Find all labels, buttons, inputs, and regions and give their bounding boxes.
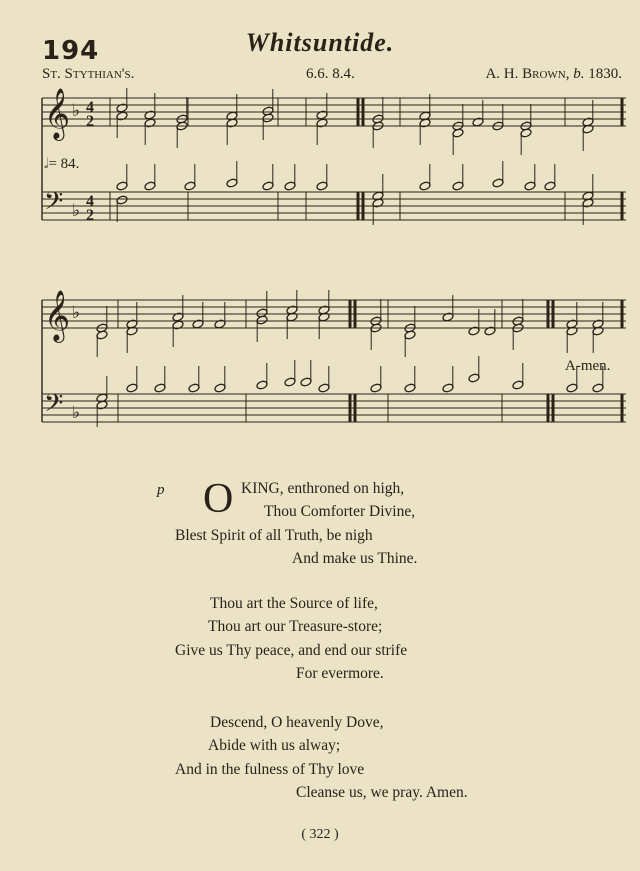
composer-credit <box>485 66 622 83</box>
composer-birth-prefix: b. <box>573 66 585 82</box>
stanza-line: Thou art our Treasure-store; <box>208 618 383 636</box>
flat-key-signature-icon: ♭ <box>72 201 81 221</box>
half-note <box>419 181 431 191</box>
half-note <box>116 181 128 191</box>
half-note <box>592 383 604 393</box>
half-note <box>214 319 226 329</box>
half-note <box>192 319 204 329</box>
half-note <box>442 312 454 322</box>
stanza-line: Abide with us alway; <box>208 737 341 755</box>
half-note <box>472 117 484 127</box>
stanza-line: KING, enthroned on high, <box>241 480 405 497</box>
time-signature-bottom: 2 <box>86 207 94 224</box>
meter: 6.6. 8.4. <box>306 66 355 82</box>
half-note <box>144 118 156 128</box>
stanza-line: And in the fulness of Thy love <box>175 760 365 778</box>
half-note <box>284 181 296 191</box>
stanza-line: Thou Comforter Divine, <box>264 503 416 521</box>
half-note <box>188 383 200 393</box>
half-note <box>404 383 416 393</box>
half-note <box>284 377 296 387</box>
time-signature-bottom: 2 <box>86 113 94 130</box>
bass-clef-icon: 𝄢 <box>44 187 64 222</box>
stanza-3 <box>175 711 468 805</box>
stanza-line: And make us Thine. <box>292 550 418 568</box>
composer-name: A. H. Brown, <box>485 66 570 82</box>
half-note <box>116 111 128 121</box>
stanza-1 <box>175 477 417 571</box>
stanza-line: Thou art the Source of life, <box>210 595 378 612</box>
stanza-line: Cleanse us, we pray. Amen. <box>296 784 468 802</box>
half-note <box>300 377 312 387</box>
time-signature-top: 4 <box>86 193 94 210</box>
half-note <box>214 383 226 393</box>
half-note <box>316 181 328 191</box>
half-note <box>370 383 382 393</box>
treble-clef-icon: 𝄞 <box>44 290 71 341</box>
dynamic-mark-piano: p <box>157 482 165 498</box>
half-note <box>154 383 166 393</box>
stanza-2 <box>175 592 407 686</box>
stanza-line: Descend, O heavenly Dove, <box>210 714 384 731</box>
half-note <box>318 383 330 393</box>
tune-name: St. Stythian's. <box>42 66 135 82</box>
treble-clef-icon: 𝄞 <box>44 88 71 139</box>
half-note <box>316 110 328 120</box>
amen-label: A-men. <box>565 358 611 374</box>
half-note <box>524 181 536 191</box>
hymn-number: 194 <box>42 36 100 66</box>
metronome-mark: 𝅗𝅥= 84. <box>44 156 80 172</box>
half-note <box>468 373 480 383</box>
half-note <box>116 195 128 205</box>
half-note <box>172 312 184 322</box>
half-note <box>172 320 184 330</box>
half-note <box>492 178 504 188</box>
flat-key-signature-icon: ♭ <box>72 101 81 121</box>
half-note <box>442 383 454 393</box>
half-note <box>184 181 196 191</box>
half-note <box>126 383 138 393</box>
stanza-line: Blest Spirit of all Truth, be nigh <box>175 526 373 544</box>
half-note <box>566 383 578 393</box>
drop-cap-letter: O <box>203 476 234 522</box>
time-signature-top: 4 <box>86 99 94 116</box>
half-note-icon: 𝅗𝅥 <box>44 157 49 172</box>
composer-birth-year: 1830. <box>588 66 622 82</box>
stanza-line: For evermore. <box>296 665 384 683</box>
half-note <box>262 181 274 191</box>
page-number: ( 322 ) <box>301 827 339 842</box>
flat-key-signature-icon: ♭ <box>72 303 81 323</box>
bass-clef-icon: 𝄢 <box>44 389 64 424</box>
music-system-2 <box>0 290 640 450</box>
half-note <box>484 326 496 336</box>
half-note <box>226 178 238 188</box>
music-system-1 <box>0 88 640 248</box>
hymn-title: Whitsuntide. <box>245 28 395 57</box>
half-note <box>144 110 156 120</box>
half-note <box>512 380 524 390</box>
stanza-line: Give us Thy peace, and end our strife <box>175 641 408 659</box>
half-note <box>316 118 328 128</box>
half-note <box>544 181 556 191</box>
half-note <box>256 380 268 390</box>
half-note <box>116 103 128 113</box>
half-note <box>452 181 464 191</box>
half-note <box>144 181 156 191</box>
half-note <box>468 326 480 336</box>
flat-key-signature-icon: ♭ <box>72 403 81 423</box>
